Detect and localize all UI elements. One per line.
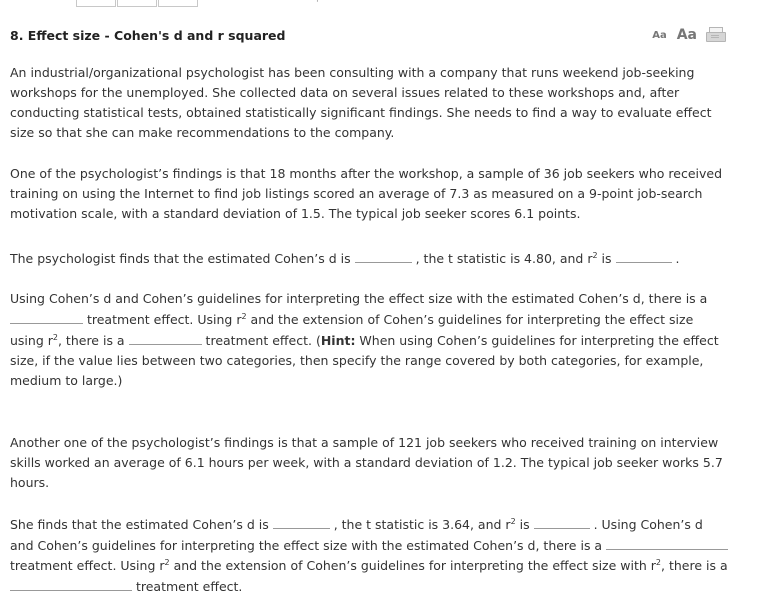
question-title: 8. Effect size - Cohen's d and r squared xyxy=(10,28,286,43)
cohens-d-answer-blank-2[interactable] xyxy=(273,514,330,529)
answer-box xyxy=(117,0,157,7)
r-squared-answer-blank-1[interactable] xyxy=(616,248,672,263)
intro-paragraph: An industrial/organizational psychologist has been consulting with a company that runs weekend job-seeking workshops for the unemployed. She collected data on several issues related to these workshops and, after conducting statistical tests, obtained statistically significant findings. She needs to find a way to evaluate effect size so that she can make recommendations to the company. xyxy=(10,65,712,140)
cohens-d-answer-blank-1[interactable] xyxy=(355,248,412,263)
finding-1-question: The psychologist finds that the estimated Cohen’s d is , the t statistic is 4.80, and $r^2$ is . xyxy=(10,248,730,269)
increase-text-size-button[interactable]: Aa xyxy=(676,27,697,43)
r-squared-answer-blank-2[interactable] xyxy=(534,514,590,529)
r-squared-effect-blank-1[interactable] xyxy=(129,330,202,345)
answer-box xyxy=(76,0,116,7)
answer-box xyxy=(158,0,198,7)
print-icon[interactable] xyxy=(705,27,725,43)
previous-answer-boxes xyxy=(76,0,199,7)
finding-1-paragraph: One of the psychologist’s findings is that 18 months after the workshop, a sample of 36 job seekers who received training on using the Internet to find job listings scored an average of 7.3 as measured on a 9-point job-search motivation scale, with a standard deviation of 1.5. The typical job seeker scores 6.1 points. xyxy=(10,166,723,221)
hint-label: Hint: xyxy=(320,333,356,348)
finding-2-question: She finds that the estimated Cohen’s d is , the t statistic is 3.64, and $r^2$ is . Using Cohen’s d and Cohen’s guidelines for interpreting the effect size with the estimated Cohen’s d, there is a treatment effect. Using $r^2$ and the extension of Cohen’s guidelines for interpreting the effect size with $r^2$, there is a treatment effect. xyxy=(10,514,730,597)
r-squared-effect-blank-2[interactable] xyxy=(10,576,132,591)
cohens-d-effect-blank-1[interactable] xyxy=(10,309,83,324)
toolbar xyxy=(652,27,725,43)
interpretation-1-paragraph: Using Cohen’s d and Cohen’s guidelines for interpreting the effect size with the estimated Cohen’s d, there is a treatment effect. Using $r^2$ and the extension of Cohen’s guidelines for interpreting the effect size using $r^2$, there is a treatment effect. (Hint: When using Cohen’s guidelines for interpreting the effect size, if the value lies between two categories, then specify the range covered by both categories, for example, medium to large.) xyxy=(10,291,719,388)
decrease-text-size-button[interactable]: Aa xyxy=(652,29,667,41)
previous-question-fragment: · xyxy=(316,0,319,7)
cohens-d-effect-blank-2[interactable] xyxy=(606,535,728,550)
finding-2-paragraph: Another one of the psychologist’s findings is that a sample of 121 job seekers who received training on interview skills worked an average of 6.1 hours per week, with a standard deviation of 1.2. The typical job seeker works 5.7 hours. xyxy=(10,435,723,490)
